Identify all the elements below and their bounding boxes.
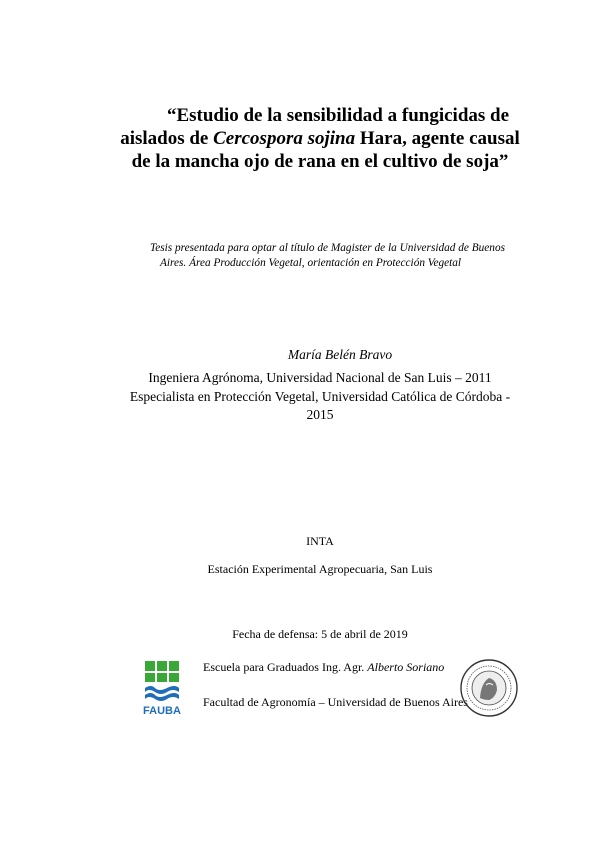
author-degree-2-line-1: Especialista en Protección Vegetal, Universidad Católica de Córdoba - <box>129 389 511 404</box>
author-name: María Belén Bravo <box>287 347 393 362</box>
author-degree-2 <box>110 388 530 424</box>
thesis-statement <box>150 241 540 271</box>
fauba-logo <box>140 658 186 718</box>
title-line-2-post: Hara, agente causal <box>355 128 520 149</box>
author-degree-1: Ingeniera Agrónoma, Universidad Nacional de San Luis – 2011 <box>148 370 492 385</box>
graduate-school <box>203 660 444 675</box>
title-line-2 <box>110 127 530 150</box>
defense-date: Fecha de defensa: 5 de abril de 2019 <box>232 627 408 641</box>
graduate-school-name: Alberto Soriano <box>367 660 445 674</box>
species-name: Cercospora sojina <box>213 128 356 149</box>
title-line-2-pre: aislados de <box>120 128 214 149</box>
institution-name: INTA <box>306 534 334 548</box>
author-degree-2-line-2: 2015 <box>306 407 334 422</box>
faculty-name: Facultad de Agronomía – Universidad de Buenos Aires <box>203 695 468 709</box>
fauba-logo-text: FAUBA <box>143 705 181 717</box>
thesis-line-1: Tesis presentada para optar al título de Magister de la Universidad de Buenos <box>150 242 505 254</box>
graduate-school-prefix: Escuela para Graduados Ing. Agr. <box>203 660 368 674</box>
uba-seal <box>459 658 519 718</box>
thesis-title <box>110 104 530 173</box>
institution-station: Estación Experimental Agropecuaria, San Luis <box>207 562 433 576</box>
thesis-line-2: Aires. Área Producción Vegetal, orientación en Protección Vegetal <box>160 257 462 269</box>
title-line-3: de la mancha ojo de rana en el cultivo de soja” <box>131 151 509 172</box>
title-line-1: “Estudio de la sensibilidad a fungicidas de <box>166 105 510 126</box>
